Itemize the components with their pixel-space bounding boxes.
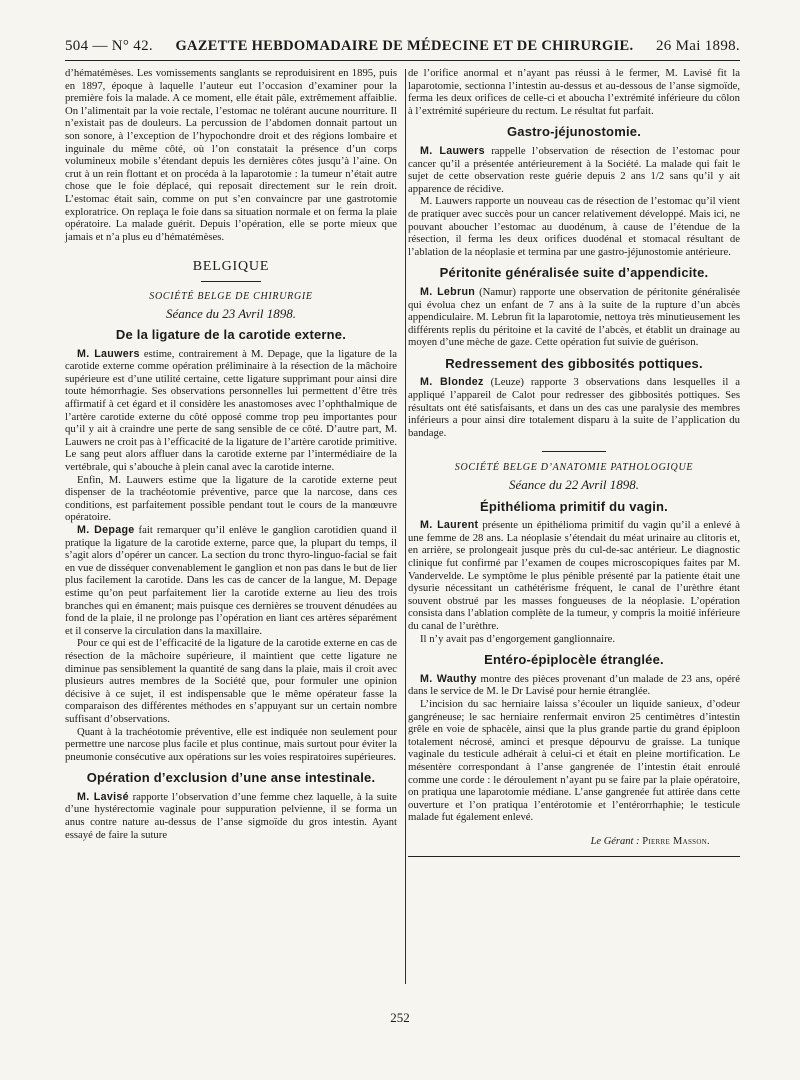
gerant-label: Le Gérant : [590, 835, 643, 847]
journal-title: GAZETTE HEBDOMADAIRE DE MÉDECINE ET DE CHIRURGIE. [175, 38, 634, 54]
paragraph: M. Lauwers rapporte un nouveau cas de résection de l’estomac qu’il vient de pratiquer avec succès pour un cancer relativement développé. Mais ici, ne pouvant aboucher l’estomac au duodénum, à cause de l’étendue de la résection, il ferma les deux orifices duodénal et stomacal résultant de l’ablation de la néoplasie et termina par une gastro-jéjunostomie antérieure. [408, 195, 740, 258]
continued-paragraph: de l’orifice anormal et n’ayant pas réussi à le fermer, M. Lavisé fit la laparotomie, sectionna l’intestin au-dessus et au-dessous de l’anse sigmoïde, ferma les deux orifices de celle-ci et aboucha l’extrémité inférieure du côlon à l’extrémité supérieure du rectum. Le résultat fut parfait. [408, 67, 740, 117]
paragraph: Enfin, M. Lauwers estime que la ligature de la carotide externe peut dispenser de la trachéotomie préventive, parce que la narcose, dans ces conditions, est parfaitement possible pendant tout le cours de la manœuvre opératoire. [65, 473, 397, 524]
section-heading-entero: Entéro-épiplocèle étranglée. [484, 652, 664, 668]
author-name: M. Wauthy [420, 672, 477, 685]
paragraph: M. Depage fait remarquer qu’il enlève le ganglion carotidien quand il pratique la ligature de la carotide externe, parce que, la plupart du temps, il s’agit alors d’opérer un cancer. La section du tronc thyro-linguo-facial se fait en vue de disséquer convenablement le ganglion et non pas dans le but de lier plus facilement la carotide. Dans les cas de cancer de la langue, M. Depage estime qu’on peut parfaitement lier la carotide externe au lieu des trois branches qui en émanent; mais puisque ces dernières se trouvent dénudées au fond de la plaie, il ne prolonge pas l’opération en liant ces artères séparément et il conserve la circulation dans la maxillaire. [65, 524, 397, 637]
society-name: SOCIÉTÉ BELGE D’ANATOMIE PATHOLOGIQUE [454, 462, 694, 474]
paragraph: M. Wauthy montre des pièces provenant d’un malade de 23 ans, opéré dans le service de M. le Dr Lavisé pour hernie étranglée. [408, 672, 740, 698]
paragraph: Pour ce qui est de l’efficacité de la ligature de la carotide externe en cas de résection de la mâchoire supérieure, il maintient que cette ligature ne diminue pas sensiblement la quantité de sang dans la plaie, mais il croit avec plusieurs autres membres de la Société que, pour formuler une opinion décisive à ce sujet, il est indispensable que le même opérateur fasse la comparaison des différentes méthodes en s’appuyant sur un certain nombre suffisant d’observations. [65, 637, 397, 725]
author-name: M. Lauwers [420, 144, 485, 157]
section-heading-exclusion: Opération d’exclusion d’une anse intestinale. [86, 770, 376, 786]
author-name: M. Lebrun [420, 285, 476, 298]
paragraph: M. Lebrun (Namur) rapporte une observation de péritonite généralisée qui évolua chez un enfant de 7 ans à la suite de la rupture d’un abcès appendiculaire. M. Lebrun fit la laparotomie, nettoya très minutieusement les différents replis du péritoine et la cavité de l’abcès, et établit un drainage au moyen d’une mèche de gaze. Cette opération fut suivie de guérison. [408, 285, 740, 349]
paragraph: L’incision du sac herniaire laissa s’écouler un liquide sanieux, d’odeur gangréneuse; le sac herniaire renfermait environ 25 centimètres d’intestin grêle en voie de sphacèle, ainsi que la plus grande partie du grand épiploon totalement nécrosé, aminci et presque dépourvu de graisse. La tunique vaginale du testicule adhérait à celui-ci et était en pleine mortification. Le mésentère correspondant à l’anse gangrenée de l’intestin était enroulé comme une corde : le déroulement n’ayant pu se faire par la plaie opératoire, on pratiqua une laparotomie médiane. L’anse gangrenée fut attirée dans cette ouverture et l’on pratiqua l’entérotomie et l’entérorrhaphie; le testicule malade fut également enlevé. [408, 697, 740, 824]
author-name: M. Depage [77, 524, 135, 536]
running-header [65, 38, 740, 55]
section-heading-gastro: Gastro-jéjunostomie. [506, 124, 642, 140]
left-column [65, 67, 397, 987]
section-separator [542, 451, 606, 452]
author-name: M. Lavisé [77, 790, 129, 803]
two-column-body [65, 67, 740, 987]
session-date: Séance du 22 Avril 1898. [508, 477, 640, 493]
section-heading-epithelioma: Épithélioma primitif du vagin. [479, 498, 668, 514]
paragraph: M. Laurent présente un épithélioma primitif du vagin qu’il a enlevé à une femme de 28 ans. La néoplasie s’étendait du méat urinaire au clitoris et, en arrière, se prolongeait jusque près du cul-de-sac antérieur. Le diagnostic clinique fut confirmé par l’examen de coupes microscopiques faites par M. Vandervelde. Le symptôme le plus pénible présenté par la patiente était une dysurie nécessitant un cathétérisme fréquent, le canal de l’urèthre étant souvent obstrué par les masses fongueuses de la néoplasie. L’opération consista dans l’ablation complète de la tumeur, y compris la moitié inférieure du canal de l’urèthre. [408, 519, 740, 632]
gerant-signature [408, 836, 740, 849]
closing-rule [408, 856, 740, 857]
session-date: Séance du 23 Avril 1898. [165, 305, 297, 321]
paragraph: Il n’y avait pas d’engorgement ganglionnaire. [420, 632, 616, 645]
issue-date: 26 Mai 1898. [655, 38, 740, 54]
paragraph: M. Lavisé rapporte l’observation d’une femme chez laquelle, à la suite d’une hystérectomie vaginale pour suppuration pelvienne, il se forma un anus contre nature au-dessus de l’anse sigmoïde du gros intestin. Ayant essayé de faire la suture [65, 790, 397, 841]
column-divider [405, 69, 406, 984]
author-name: M. Laurent [420, 519, 479, 532]
section-heading-carotide: De la ligature de la carotide externe. [115, 327, 347, 343]
gerant-name: Pierre Masson. [642, 835, 710, 847]
page-info: 504 — N° 42. [65, 38, 153, 54]
paragraph: M. Blondez (Leuze) rapporte 3 observations dans lesquelles il a appliqué l’appareil de Calot pour redresser des gibbosités pottiques. Ses résultats ont été satisfaisants, et dans un des cas une paralysie des membres inférieurs a pour ainsi dire totalement disparu à la suite de l’application du bandage. [408, 376, 740, 439]
paragraph: M. Lauwers rappelle l’observation de résection de l’estomac pour cancer qu’il a présentée antérieurement à la Société. La malade qui fait le sujet de cette observation reste guérie depuis 2 ans 1/2 sans qu’il y ait apparence de récidive. [408, 144, 741, 195]
paragraph: M. Lauwers estime, contrairement à M. Depage, que la ligature de la carotide externe comme opération préliminaire à la résection de la mâchoire supérieure est d’une utilité certaine, cette ligature supprimant pour ainsi dire toute hémorrhagie. Ses observations personnelles lui permettent d’être très affirmatif à cet égard et il considère les anastomoses avec l’ophthalmique de l’artère carotide externe du côté opposé comme trop peu importantes pour qu’il y ait à craindre une perte de sang sensible de ce côté. D’autre part, M. Lauwers ne croit pas à l’efficacité de la ligature de l’artère carotide primitive. Le sang peut alors affluer dans la carotide externe par l’intermédiaire de la vertébrale, qui s’abouche à plein canal avec la carotide interne. [65, 347, 398, 474]
country-rule [201, 281, 261, 282]
author-name: M. Blondez [420, 376, 484, 389]
header-rule [65, 60, 740, 61]
author-name: M. Lauwers [77, 347, 140, 360]
intro-paragraph: d’hématémèses. Les vomissements sanglants se reproduisirent en 1895, puis en 1897, époque à laquelle l’auteur eut l’occasion d’examiner pour la première fois la malade. A ce moment, elle était pâle, extrêmement affaiblie. On l’alimentait par la voie rectale, l’estomac ne tolérant aucune nourriture. Il n’existait pas de douleurs. La percussion de l’abdomen donnait partout un son sonore, à l’exception de l’hypochondre droit et des régions lombaire et inguinale du même côté, où l’on constatait la présence d’un corps volumineux mobile s’étendant depuis les dernières côtes jusqu’à l’aine. On crut à un rein flottant et on procéda à la laparotomie : la tumeur n’était autre chose que le foie déplacé, qui reposait directement sur le rein droit. L’estomac était sain, comme on put s’en convaincre par une gastrotomie exploratrice. On replaça le foie dans sa situation normale et on ferma la plaie opératoire. La malade guérit. Depuis l’opération, elle se porte mieux que jamais et n’a plus eu d’hématémèses. [65, 67, 397, 243]
paragraph: Quant à la trachéotomie préventive, elle est indiquée non seulement pour permettre une narcose plus facile et plus continue, mais surtout pour éviter la pneumonie consécutive aux opérations sur les voies respiratoires supérieures. [65, 725, 397, 763]
page-number: 252 [390, 1010, 410, 1025]
right-column [408, 67, 740, 987]
society-name: SOCIÉTÉ BELGE DE CHIRURGIE [149, 290, 313, 302]
country-heading: BELGIQUE [192, 259, 270, 275]
section-heading-peritonite: Péritonite généralisée suite d’appendicite. [439, 265, 709, 281]
section-heading-gibbosites: Redressement des gibbosités pottiques. [445, 355, 703, 371]
